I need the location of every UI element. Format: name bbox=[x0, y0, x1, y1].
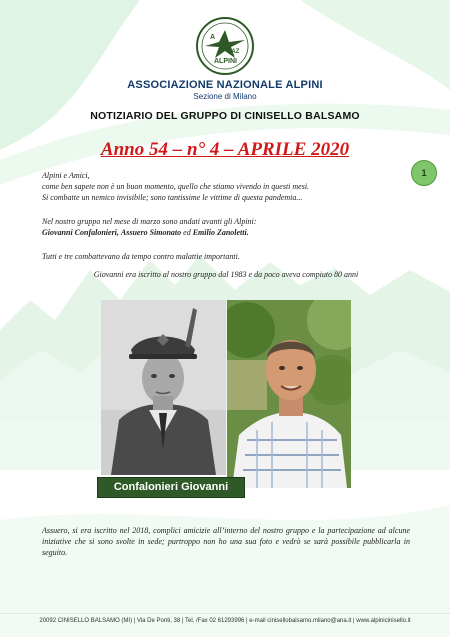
soldier-portrait-image bbox=[101, 300, 226, 475]
photo-confalonieri-soldier bbox=[101, 300, 226, 475]
body-greeting: Alpini e Amici, bbox=[42, 171, 90, 180]
body-para1-line1: come ben sapete non è un buon momento, quello che stiamo vivendo in questi mesi. bbox=[42, 182, 310, 191]
name-zanoletti: Emilio Zanoletti. bbox=[192, 228, 249, 237]
body-para3: Tutti e tre combattevano da tempo contro malattie importanti. bbox=[42, 252, 240, 261]
name-simonato: Assuero Simonato bbox=[120, 228, 182, 237]
body-closing: Assuero, si era iscritto nel 2018, complici amicizie all’interno del nostro gruppo e la partecipazione ad alcune iniziative che si sono svolte in sede; purtroppo non ho una sua foto e vedrò se sarà possibile pubblicarla in seguito. bbox=[42, 526, 410, 557]
recent-portrait-image bbox=[227, 300, 351, 488]
ana-logo bbox=[195, 16, 255, 76]
page-number-badge: 1 bbox=[411, 160, 437, 186]
name-confalonieri: Giovanni Confalonieri, bbox=[42, 228, 119, 237]
logo-mid-text: NAZ bbox=[227, 49, 240, 55]
top-right-wave bbox=[300, 0, 450, 90]
names-conjunction: ed bbox=[183, 228, 191, 237]
body-para2-line1: Nel nostro gruppo nel mese di marzo sono andati avanti gli Alpini: bbox=[42, 217, 257, 226]
photo-name-label: Confalonieri Giovanni bbox=[97, 477, 245, 498]
footer-contact: 20092 CINISELLO BALSAMO (MI) | Via De Ponti, 38 | Tel. /Fax 02 61293996 | e-mail cinisellobalsamo.milano@ana.it | www.alpinicinisello.it bbox=[39, 618, 411, 624]
issue-title: Anno 54 – n° 4 – APRILE 2020 bbox=[100, 139, 350, 160]
logo-top-text: A bbox=[210, 34, 216, 41]
body-para1-line2: Si combatte un nemico invisibile; sono tantissime le vittime di questa pandemia... bbox=[42, 193, 303, 202]
photo-confalonieri-recent bbox=[227, 300, 351, 488]
newsletter-title: NOTIZIARIO DEL GRUPPO DI CINISELLO BALSAMO bbox=[90, 110, 360, 122]
logo-bottom-text: ALPINI bbox=[214, 58, 237, 65]
section-name: Sezione di Milano bbox=[193, 92, 257, 101]
footer-divider bbox=[0, 613, 450, 614]
body-names-line bbox=[42, 227, 410, 238]
association-name: ASSOCIAZIONE NAZIONALE ALPINI bbox=[127, 79, 323, 91]
photo-caption: Giovanni era iscritto al nostro gruppo dal 1983 e da poco aveva compiuto 80 anni bbox=[93, 270, 359, 279]
